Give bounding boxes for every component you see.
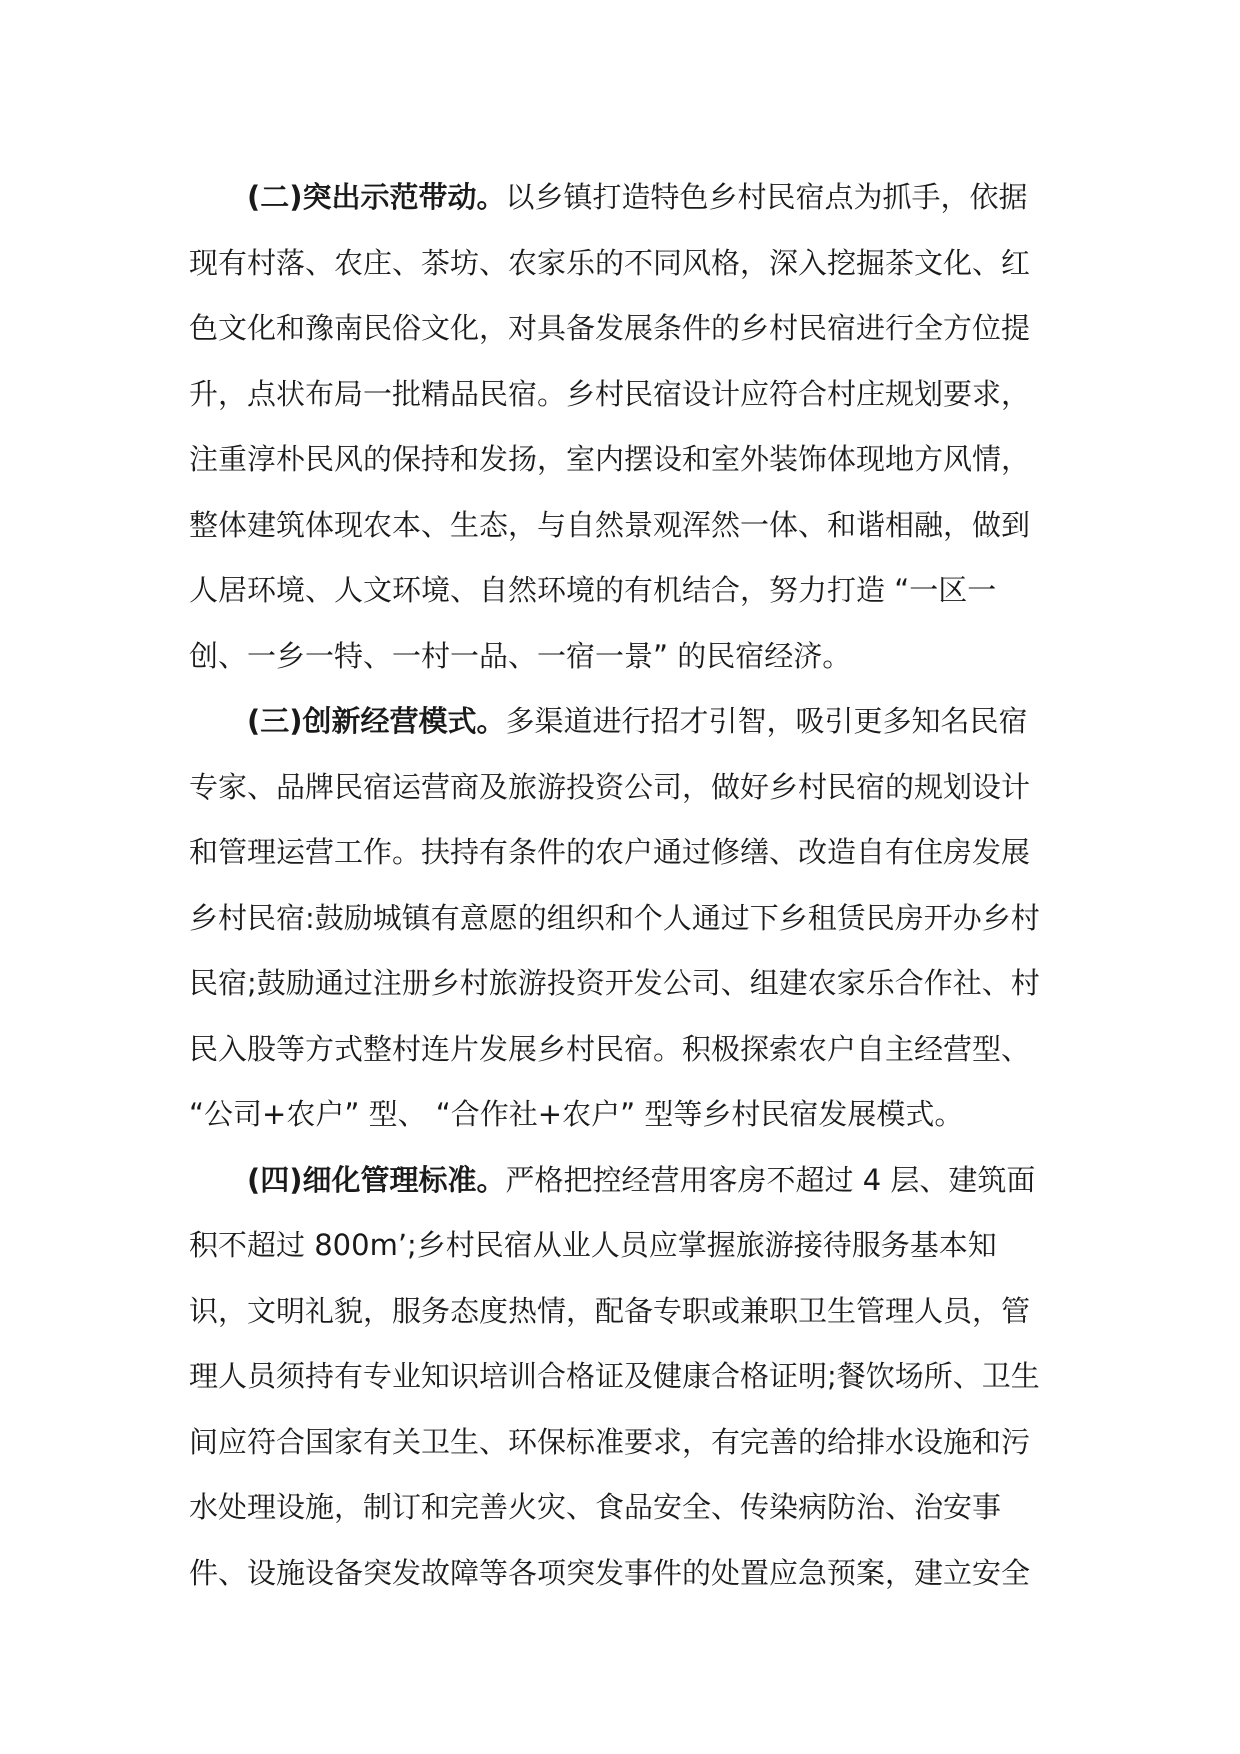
paragraph-line <box>189 1148 1069 1214</box>
paragraph-line: 民入股等方式整村连片发展乡村民宿。积极探索农户自主经营型、 <box>189 1031 1031 1066</box>
paragraph-line: 创、一乡一特、一村一品、一宿一景” 的民宿经济。 <box>189 638 852 673</box>
paragraph-line: 色文化和豫南民俗文化，对具备发展条件的乡村民宿进行全方位提 <box>189 311 1031 345</box>
paragraph-line: 人居环境、人文环境、自然环境的有机结合，努力打造 “一区一 <box>189 573 997 607</box>
paragraph-line: 件、设施设备突发故障等各项突发事件的处置应急预案，建立安全 <box>189 1555 1031 1590</box>
paragraph-line: 整体建筑体现农本、生态，与自然景观浑然一体、和谐相融，做到 <box>189 507 1031 542</box>
section-heading: (二)突出示范带动。 <box>247 180 506 214</box>
paragraph-line: “公司+农户” 型、 “合作社+农户” 型等乡村民宿发展模式。 <box>189 1097 964 1131</box>
paragraph-line: 理人员须持有专业知识培训合格证及健康合格证明;餐饮场所、卫生 <box>189 1359 1040 1393</box>
paragraph-line: 现有村落、农庄、茶坊、农家乐的不同风格，深入挖掘茶文化、红 <box>189 245 1031 280</box>
paragraph-line: 乡村民宿:鼓励城镇有意愿的组织和个人通过下乡租赁民房开办乡村 <box>189 900 1040 935</box>
paragraph-text: 多渠道进行招才引智，吸引更多知名民宿 <box>505 704 1028 738</box>
paragraph-line: 专家、品牌民宿运营商及旅游投资公司，做好乡村民宿的规划设计 <box>189 769 1031 804</box>
paragraph-line: 间应符合国家有关卫生、环保标准要求，有完善的给排水设施和污 <box>189 1424 1031 1459</box>
paragraph-line <box>189 165 1069 231</box>
paragraph-line: 注重淳朴民风的保持和发扬，室内摆设和室外装饰体现地方风情， <box>189 442 1031 476</box>
paragraph-line: 升，点状布局一批精品民宿。乡村民宿设计应符合村庄规划要求， <box>189 376 1031 411</box>
document-body <box>189 165 1069 1606</box>
paragraph-text: 以乡镇打造特色乡村民宿点为抓手，依据 <box>505 180 1028 214</box>
paragraph-line <box>189 689 1069 755</box>
paragraph-text: 严格把控经营用客房不超过 4 层、建筑面 <box>505 1162 1036 1197</box>
paragraph-line: 水处理设施，制订和完善火灾、食品安全、传染病防治、治安事 <box>189 1490 1002 1524</box>
paragraph-line: 积不超过 800m’;乡村民宿从业人员应掌握旅游接待服务基本知 <box>189 1228 997 1262</box>
paragraph-line: 民宿;鼓励通过注册乡村旅游投资开发公司、组建农家乐合作社、村 <box>189 966 1040 1000</box>
section-heading: (四)细化管理标准。 <box>247 1162 506 1197</box>
section-heading: (三)创新经营模式。 <box>247 704 506 738</box>
paragraph-line: 和管理运营工作。扶持有条件的农户通过修缮、改造自有住房发展 <box>189 835 1031 869</box>
paragraph-line: 识，文明礼貌，服务态度热情，配备专职或兼职卫生管理人员，管 <box>189 1293 1031 1328</box>
